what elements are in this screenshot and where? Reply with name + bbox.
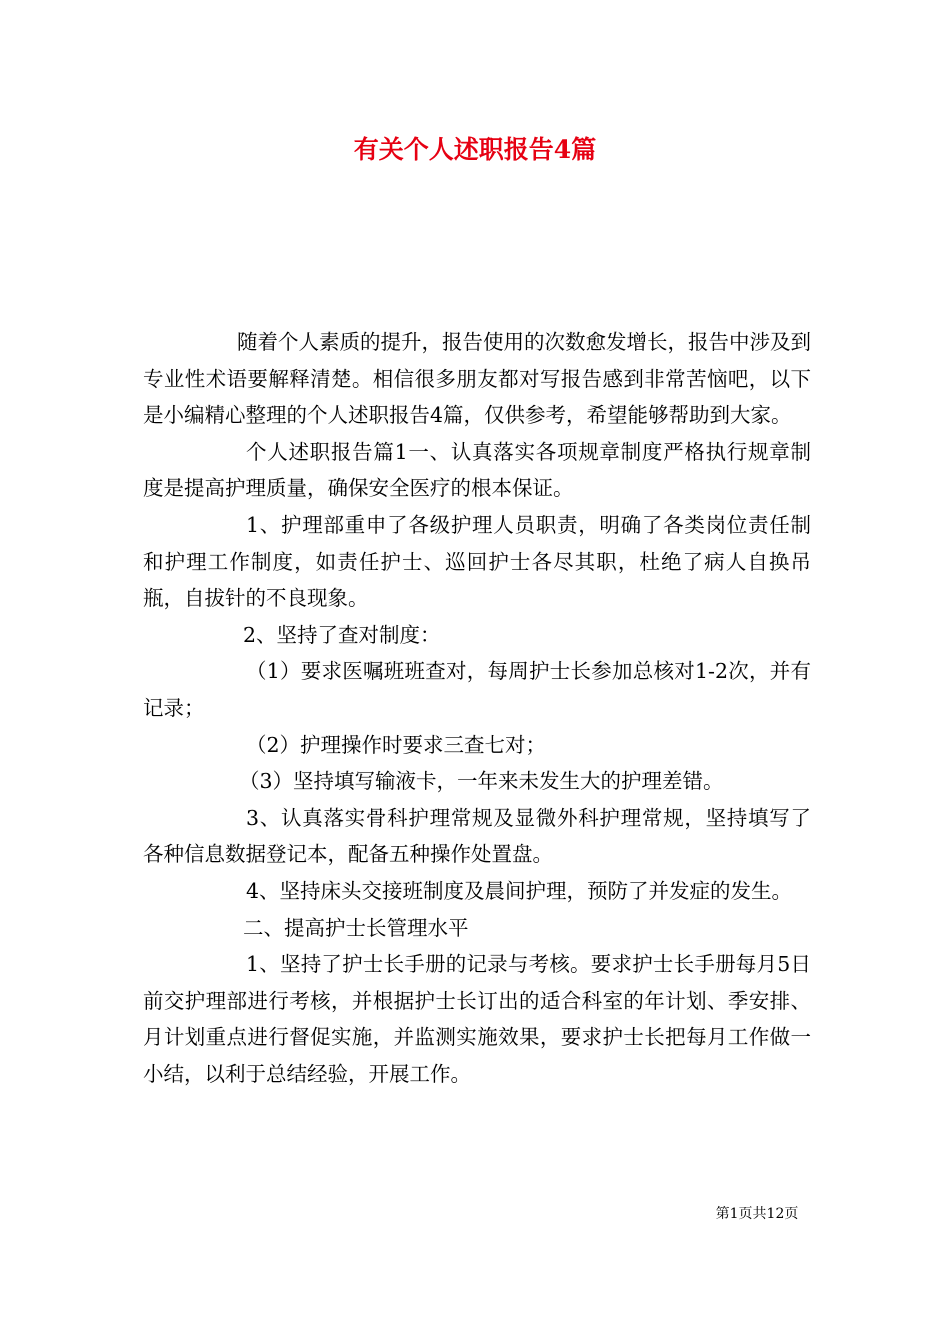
- paragraph-sub-item-2: （2）护理操作时要求三查七对；: [246, 732, 547, 757]
- paragraph-intro: 随着个人素质的提升，报告使用的次数愈发增长，报告中涉及到专业性术语要解释清楚。相信很多朋友都对写报告感到非常苦恼吧，以下是小编精心整理的个人述职报告4篇，仅供参考，希望能够帮助到大家。: [143, 330, 811, 428]
- page-number: 第1页共12页: [715, 1206, 799, 1222]
- paragraph-section-1: 个人述职报告篇1一、认真落实各项规章制度严格执行规章制度是提高护理质量，确保安全医疗的根本保证。: [143, 439, 811, 501]
- paragraph-sub-item-3: （3）坚持填写输液卡，一年来未发生大的护理差错。: [239, 769, 724, 794]
- document-body: [143, 324, 811, 1092]
- page-footer: [0, 1204, 950, 1224]
- paragraph-item-2: 2、坚持了查对制度：: [243, 622, 441, 647]
- paragraph-section-2-heading: 二、提高护士长管理水平: [243, 915, 469, 940]
- paragraph-item-1: 1、护理部重申了各级护理人员职责，明确了各类岗位责任制和护理工作制度，如责任护士、巡回护士各尽其职，杜绝了病人自换吊瓶，自拔针的不良现象。: [143, 512, 811, 611]
- document-title: 有关个人述职报告4篇: [353, 135, 597, 164]
- paragraph-sub-item-1: （1）要求医嘱班班查对，每周护士长参加总核对1-2次，并有记录；: [143, 659, 811, 720]
- paragraph-item-3: 3、认真落实骨科护理常规及显微外科护理常规，坚持填写了各种信息数据登记本，配备五种操作处置盘。: [143, 805, 811, 867]
- paragraph-item-4: 4、坚持床头交接班制度及晨间护理，预防了并发症的发生。: [246, 878, 793, 903]
- paragraph-section-2-item-1: 1、坚持了护士长手册的记录与考核。要求护士长手册每月5日前交护理部进行考核，并根据护士长订出的适合科室的年计划、季安排、月计划重点进行督促实施，并监测实施效果，要求护士长把每月工作做一小结，以利于总结经验，开展工作。: [143, 952, 811, 1086]
